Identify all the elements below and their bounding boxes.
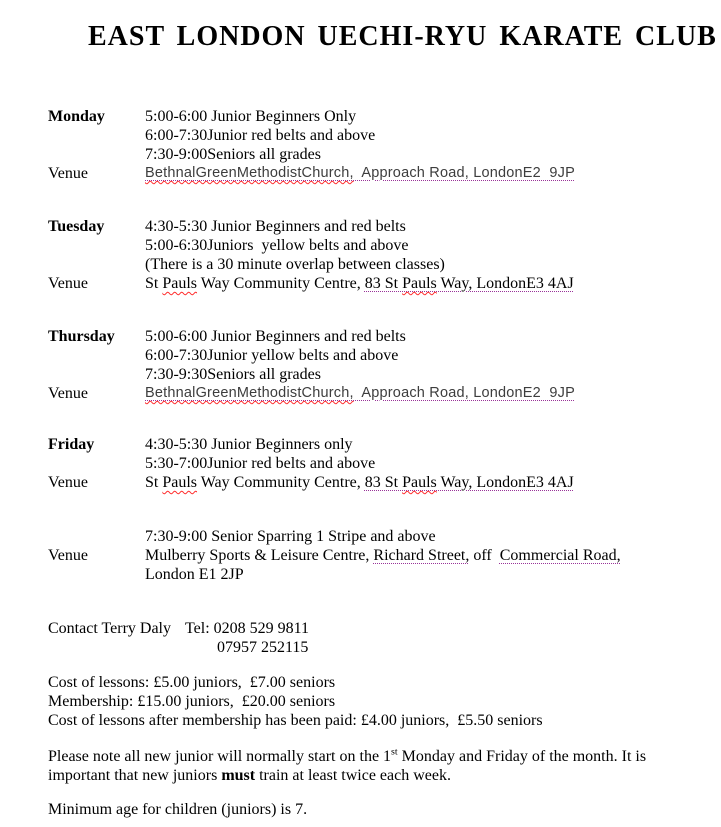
schedule-row: [48, 236, 721, 255]
cost-line: Membership: £15.00 juniors, £20.00 seniors: [48, 693, 336, 710]
class-time: 5:00-6:00 Junior Beginners Only: [145, 108, 357, 125]
schedule-row: [48, 217, 721, 236]
venue-text: Way Community Centre,: [197, 474, 365, 491]
smarttag-underline: [145, 385, 575, 401]
venue-text: Way, LondonE3 4AJ: [436, 275, 574, 292]
venue-address: [145, 384, 721, 403]
cost-line: Cost of lessons after membership has been paid: £4.00 juniors, £5.50 seniors: [48, 712, 543, 729]
schedule-row: [48, 145, 721, 164]
venue-row: [48, 546, 721, 565]
venue-label: Venue: [48, 275, 88, 292]
venue-text: 83 St: [364, 275, 403, 292]
venue-text: off: [469, 547, 500, 564]
note-text: train at least twice each week.: [255, 767, 451, 784]
venue-row: [48, 565, 721, 584]
venue-label: Venue: [48, 165, 88, 182]
venue-address: [145, 473, 721, 492]
schedule-block-tuesday: [48, 217, 721, 293]
smarttag-underline: [365, 275, 574, 292]
smarttag-underline: Commercial Road,: [499, 547, 621, 564]
class-note: (There is a 30 minute overlap between classes): [145, 256, 445, 273]
note-paragraph: [48, 746, 651, 785]
min-age-line: Minimum age for children (juniors) is 7.: [48, 801, 308, 818]
class-time: 5:00-6:30Juniors yellow belts and above: [145, 237, 409, 254]
spacer-cell: [48, 365, 145, 384]
day-label: Tuesday: [48, 218, 105, 235]
spacer-cell: [48, 126, 145, 145]
day-label: Monday: [48, 108, 105, 125]
smarttag-underline: [145, 165, 575, 181]
class-time: 6:00-7:30Junior yellow belts and above: [145, 347, 399, 364]
note-block: [48, 747, 721, 785]
costs-block: [48, 673, 721, 730]
contact-line: [48, 638, 721, 657]
venue-address: [145, 274, 721, 293]
contact-phone-2: 07957 252115: [217, 639, 309, 656]
min-age-block: [48, 800, 721, 819]
spacer-cell: [48, 255, 145, 274]
venue-row: [48, 384, 721, 403]
venue-text: St: [145, 474, 163, 491]
venue-label: Venue: [48, 547, 88, 564]
venue-text: St: [145, 275, 163, 292]
schedule-block-friday: [48, 435, 721, 492]
class-time: 4:30-5:30 Junior Beginners only: [145, 436, 353, 453]
spellcheck-underline: Pauls: [402, 474, 437, 491]
spacer-cell: [48, 454, 145, 473]
schedule-row: [48, 327, 721, 346]
spellcheck-underline: BethnalGreenMethodistChurch,: [145, 165, 354, 181]
schedule-block-sparring: [48, 527, 721, 584]
schedule-block-thursday: [48, 327, 721, 403]
venue-address: [145, 164, 721, 183]
schedule-block-monday: [48, 107, 721, 183]
class-time: 6:00-7:30Junior red belts and above: [145, 127, 376, 144]
venue-row: [48, 274, 721, 293]
schedule-row: [48, 435, 721, 454]
spellcheck-underline: BethnalGreenMethodistChurch,: [145, 385, 354, 401]
schedule-row: [48, 107, 721, 126]
venue-address-line2: London E1 2JP: [145, 566, 244, 583]
note-text: Please note all new junior will normally start on the 1: [48, 748, 392, 765]
contact-phone-1: Tel: 0208 529 9811: [185, 620, 310, 637]
venue-address: [145, 546, 721, 565]
schedule-row: [48, 255, 721, 274]
schedule-row: [48, 454, 721, 473]
schedule-row: [48, 365, 721, 384]
venue-row: [48, 473, 721, 492]
venue-label: Venue: [48, 385, 88, 402]
spacer-cell: [48, 145, 145, 164]
schedule-row: [48, 527, 721, 546]
day-label: Thursday: [48, 328, 115, 345]
contact-line: [48, 619, 721, 638]
spellcheck-underline: Pauls: [162, 474, 198, 491]
venue-text: Mulberry Sports & Leisure Centre,: [145, 547, 374, 564]
note-emphasis: must: [221, 767, 256, 784]
smarttag-underline: [365, 474, 574, 491]
class-time: 7:30-9:00 Senior Sparring 1 Stripe and above: [145, 528, 436, 545]
venue-text: 83 St: [364, 474, 403, 491]
venue-text: Way Community Centre,: [197, 275, 365, 292]
class-time: 4:30-5:30 Junior Beginners and red belts: [145, 218, 406, 235]
class-time: 5:00-6:00 Junior Beginners and red belts: [145, 328, 406, 345]
schedule-row: [48, 346, 721, 365]
venue-address-rest: Approach Road, LondonE2 9JP: [353, 385, 575, 401]
schedule-row: [48, 126, 721, 145]
venue-text: Way, LondonE3 4AJ: [436, 474, 574, 491]
contact-block: [48, 619, 721, 657]
spacer-cell: [48, 565, 145, 584]
page-title: EAST LONDON UECHI-RYU KARATE CLUB: [88, 21, 717, 52]
class-time: 7:30-9:30Seniors all grades: [145, 366, 321, 383]
note-text: Monday and Friday of the month. It is important that new juniors: [48, 748, 651, 784]
contact-name: Contact Terry Daly: [48, 620, 171, 637]
venue-label: Venue: [48, 474, 88, 491]
ordinal-superscript: st: [391, 746, 398, 758]
spellcheck-underline: Pauls: [402, 275, 437, 292]
venue-address-rest: Approach Road, LondonE2 9JP: [353, 165, 575, 181]
spacer-cell: [48, 236, 145, 255]
class-time: 7:30-9:00Seniors all grades: [145, 146, 321, 163]
cost-line: Cost of lessons: £5.00 juniors, £7.00 seniors: [48, 674, 336, 691]
day-label: Friday: [48, 436, 95, 453]
venue-row: [48, 164, 721, 183]
spellcheck-underline: Pauls: [162, 275, 198, 292]
class-time: 5:30-7:00Junior red belts and above: [145, 455, 376, 472]
spacer-cell: [48, 346, 145, 365]
spacer-cell: [48, 527, 145, 546]
smarttag-underline: Richard Street,: [373, 547, 470, 564]
